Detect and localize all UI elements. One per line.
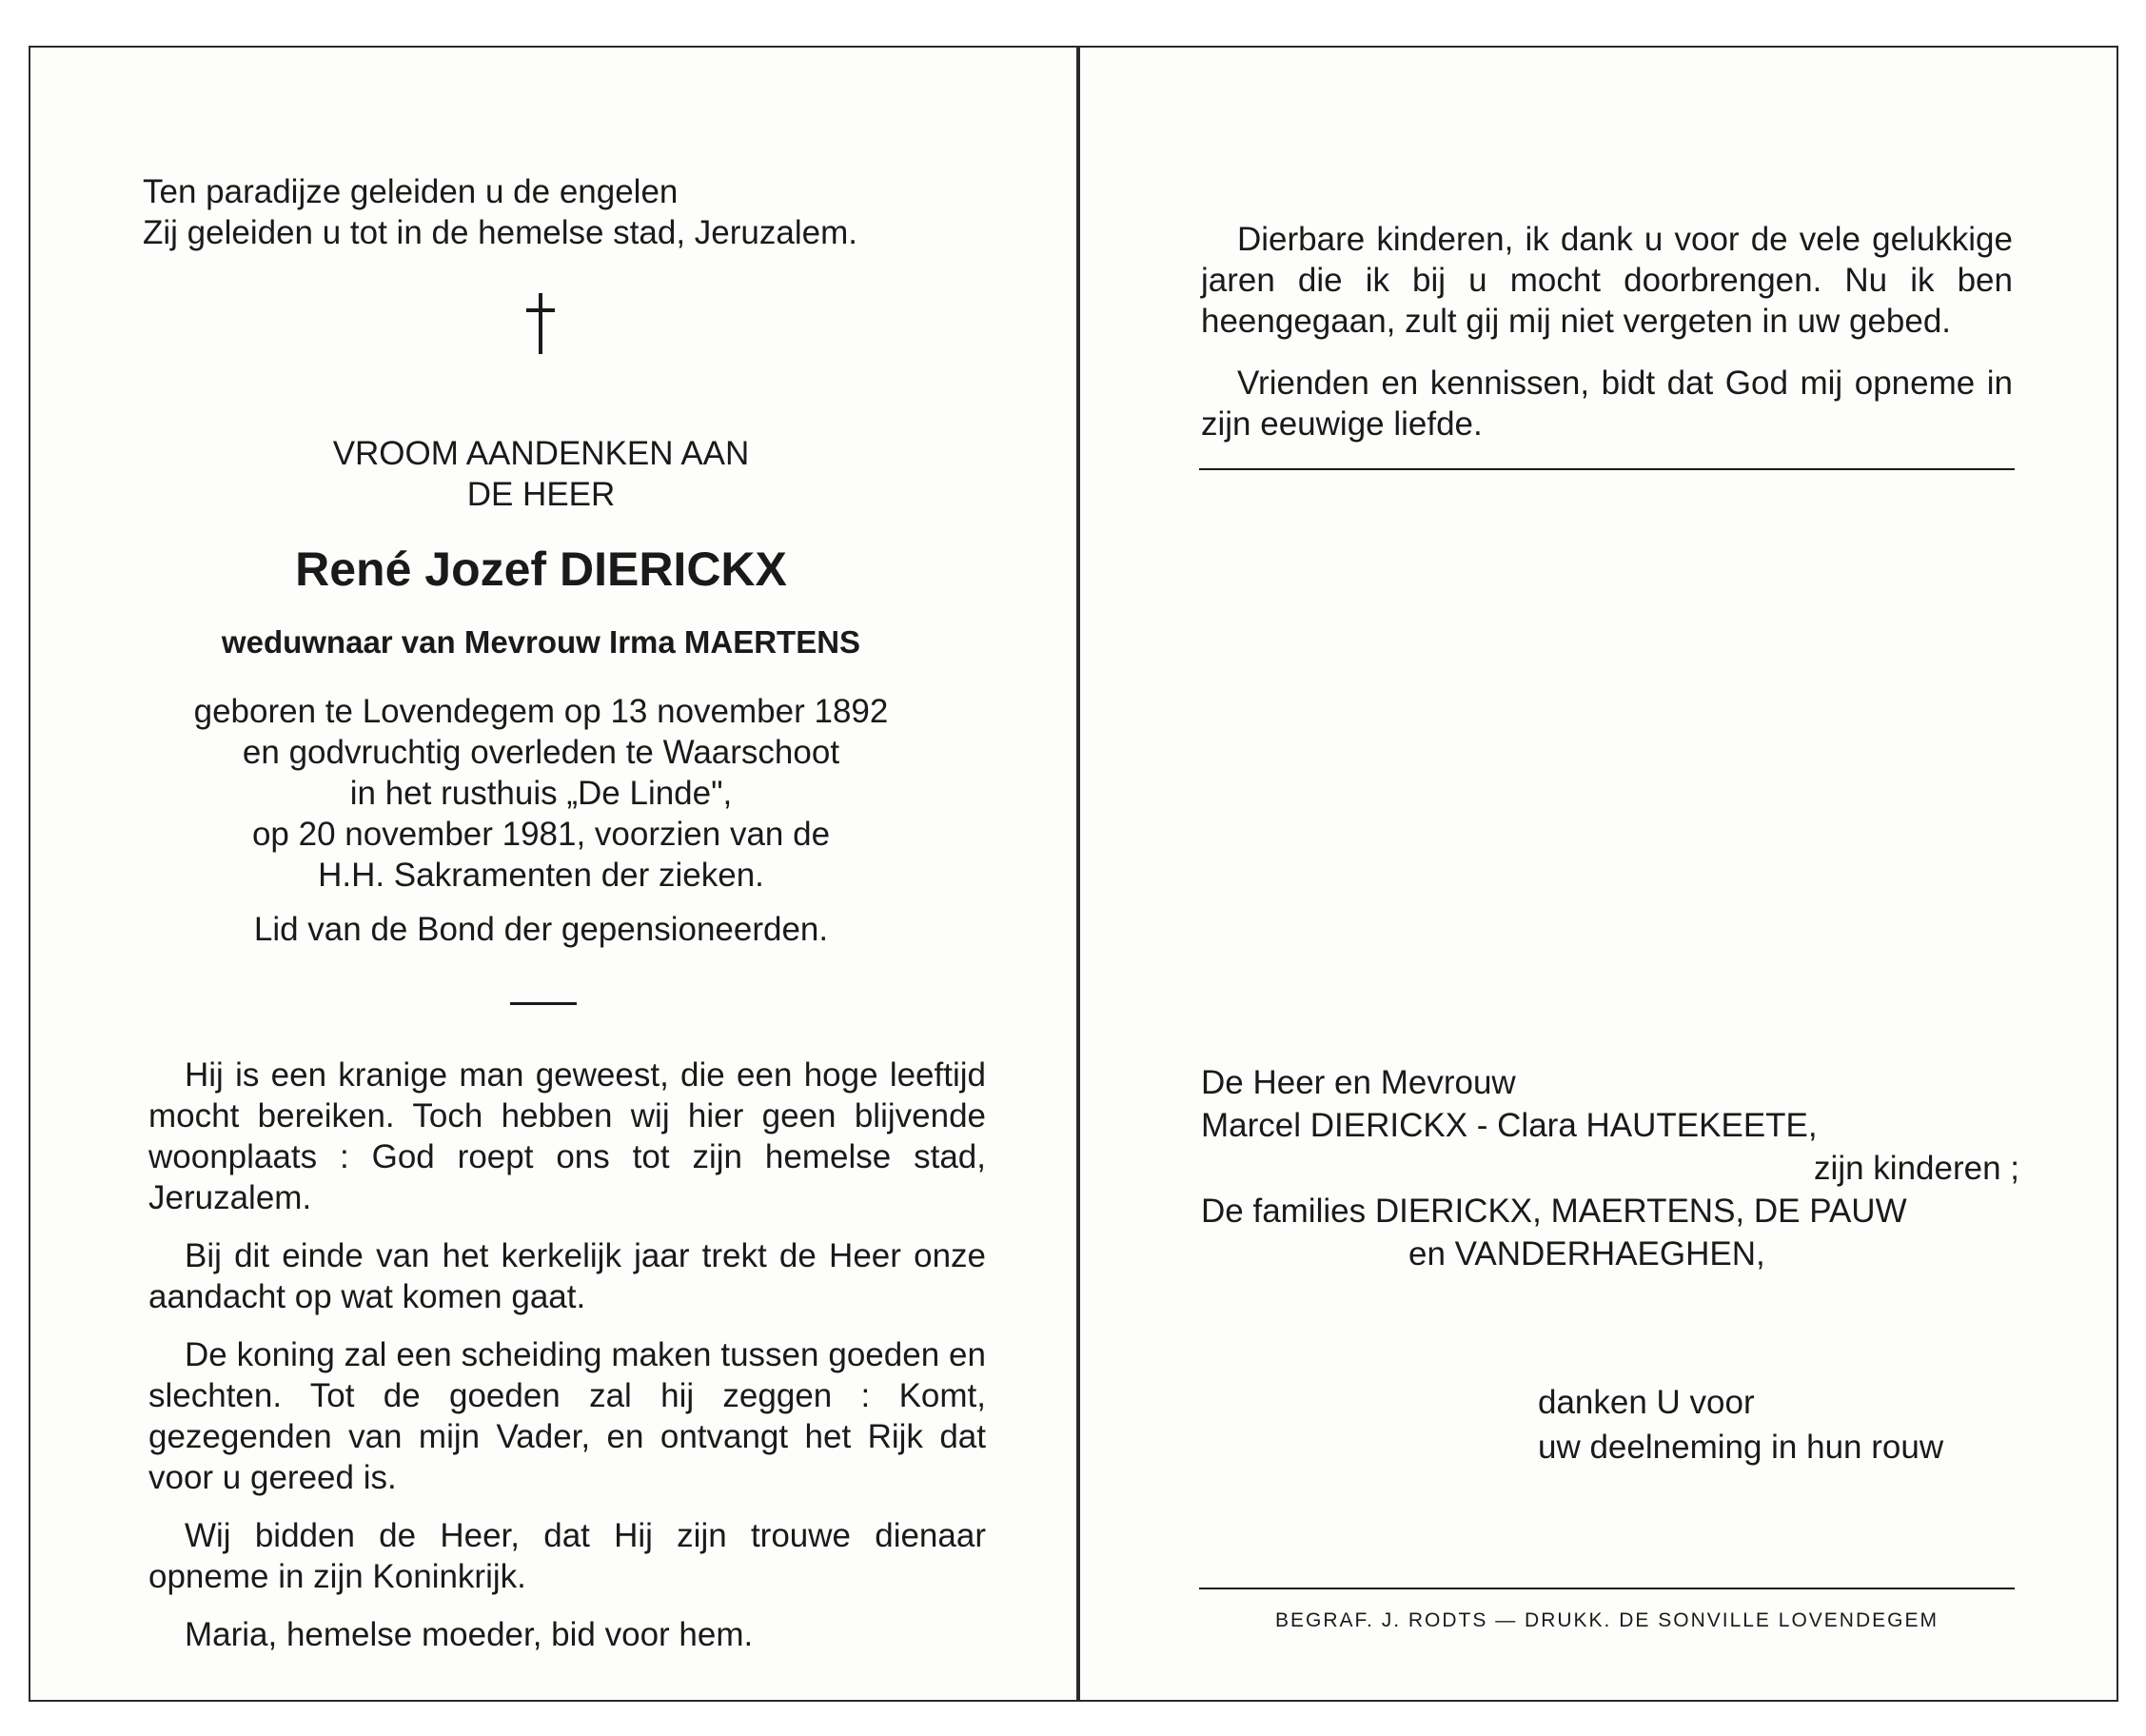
thanks-line: danken U voor bbox=[1538, 1384, 1755, 1421]
message-paragraph: Dierbare kinderen, ik dank u voor de vele gelukkige jaren die ik bij u mocht doorbrengen. Nu ik ben heengegaan, zult gij mij niet vergeten in uw gebed. bbox=[1201, 221, 2013, 340]
in-memory-heading bbox=[30, 433, 1052, 515]
divider bbox=[1199, 468, 2015, 470]
poem-line: Ten paradijze geleiden u de engelen bbox=[143, 173, 679, 210]
family-line: Marcel DIERICKX - Clara HAUTEKEETE, bbox=[1201, 1107, 1818, 1144]
right-card-page bbox=[1078, 46, 2118, 1702]
detail-line: op 20 november 1981, voorzien van de bbox=[251, 816, 831, 853]
message-paragraph: Vrienden en kennissen, bidt dat God mij opneme in zijn eeuwige liefde. bbox=[1201, 365, 2013, 443]
family-line: De Heer en Mevrouw bbox=[1201, 1064, 1516, 1101]
reflection-paragraph: De koning zal een scheiding maken tussen goeden en slechten. Tot de goeden zal hij zeggen : Komt, gezegenden van mijn Vader, en ontvangt het Rijk dat voor u gereed is. bbox=[148, 1336, 986, 1496]
cross-icon bbox=[526, 293, 555, 354]
left-card-page bbox=[29, 46, 1078, 1702]
family-announcement bbox=[1201, 1061, 2019, 1275]
title-line: DE HEER bbox=[466, 476, 616, 513]
reflection-paragraph: Bij dit einde van het kerkelijk jaar trekt de Heer onze aandacht op wat komen gaat. bbox=[148, 1237, 986, 1315]
reflection-text bbox=[148, 1055, 986, 1672]
detail-line: in het rusthuis „De Linde", bbox=[349, 775, 733, 812]
detail-line: geboren te Lovendegem op 13 november 1892 bbox=[193, 693, 889, 730]
divider bbox=[1199, 1588, 2015, 1589]
reflection-paragraph: Maria, hemelse moeder, bid voor hem. bbox=[185, 1616, 754, 1653]
family-line: zijn kinderen ; bbox=[1814, 1150, 2019, 1187]
detail-line: en godvruchtig overleden te Waarschoot bbox=[242, 734, 840, 771]
thanks-line: uw deelneming in hun rouw bbox=[1538, 1429, 1944, 1466]
family-line: en VANDERHAEGHEN, bbox=[1408, 1235, 1765, 1272]
printer-credit: BEGRAF. J. RODTS — DRUKK. DE SONVILLE LOVENDEGEM bbox=[1275, 1609, 1939, 1631]
opening-poem bbox=[143, 171, 999, 253]
family-line: De families DIERICKX, MAERTENS, DE PAUW bbox=[1201, 1193, 1907, 1230]
reflection-paragraph: Wij bidden de Heer, dat Hij zijn trouwe dienaar opneme in zijn Koninkrijk. bbox=[148, 1517, 986, 1595]
in-memory-line: VROOM AANDENKEN AAN bbox=[332, 435, 750, 472]
farewell-message bbox=[1201, 219, 2013, 465]
membership-line: Lid van de Bond der gepensioneerden. bbox=[253, 911, 829, 948]
divider bbox=[510, 1002, 577, 1005]
poem-line: Zij geleiden u tot in de hemelse stad, Jeruzalem. bbox=[143, 214, 857, 251]
reflection-paragraph: Hij is een kranige man geweest, die een hoge leeftijd mocht bereiken. Toch hebben wij hier geen blijvende woonplaats : God roept ons tot zijn hemelse stad, Jeruzalem. bbox=[148, 1056, 986, 1216]
birth-death-details bbox=[30, 691, 1052, 896]
detail-line: H.H. Sakramenten der zieken. bbox=[318, 857, 764, 894]
deceased-name: René Jozef DIERICKX bbox=[295, 542, 787, 596]
widower-line: weduwnaar van Mevrouw Irma MAERTENS bbox=[221, 624, 861, 660]
thanks-message bbox=[1538, 1380, 2033, 1470]
